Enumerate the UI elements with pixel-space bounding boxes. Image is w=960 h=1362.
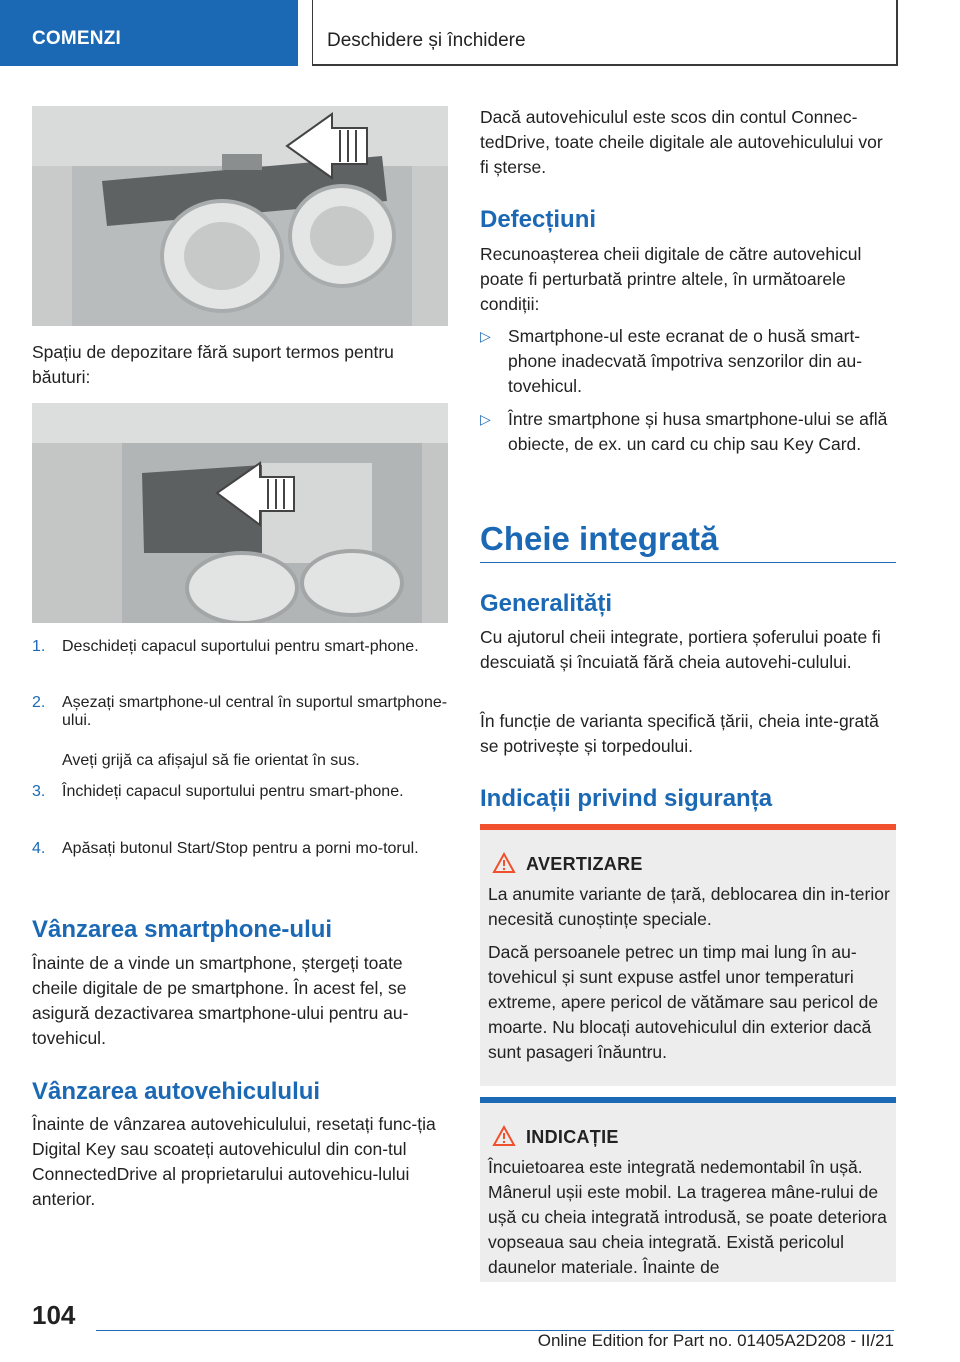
warning-text-2: Dacă persoanele petrec un timp mai lung în au-tovehicul și sunt expuse astfel unor temperaturi extreme, apere pericol de vătămare sau pericol de moarte. Nu blocați autovehiculul din exterior dacă sunt pasageri înăuntru. bbox=[488, 942, 879, 1062]
bullet-triangle-icon: ▷ bbox=[480, 411, 491, 427]
warning-triangle-icon bbox=[492, 1125, 516, 1147]
warning-box bbox=[480, 824, 896, 1086]
bullet-item bbox=[480, 407, 896, 482]
integrated-key-heading: Cheie integrată bbox=[480, 520, 719, 557]
bullet-text: Între smartphone și husa smartphone-ului se află obiecte, de ex. un card cu chip sau Key Card. bbox=[508, 409, 888, 454]
bullet-triangle-icon: ▷ bbox=[480, 328, 491, 344]
step-text: Apăsați butonul Start/Stop pentru a porni mo-torul. bbox=[62, 840, 419, 857]
safety-heading: Indicații privind siguranța bbox=[480, 785, 773, 812]
step-number: 3. bbox=[32, 783, 46, 800]
step-text: Deschideți capacul suportului pentru smart-phone. bbox=[62, 638, 419, 655]
step-text: Închideți capacul suportului pentru smart-phone. bbox=[62, 783, 404, 800]
header-section-tab bbox=[0, 0, 298, 66]
storage-caption: Spațiu de depozitare fără suport termos pentru băuturi: bbox=[32, 342, 394, 387]
warning-triangle-icon bbox=[492, 852, 516, 874]
bullet-item bbox=[480, 324, 896, 399]
warning-text-1: La anumite variante de țară, deblocarea din in-terior necesită cunoștințe speciale. bbox=[488, 884, 890, 929]
defects-heading: Defecțiuni bbox=[480, 206, 597, 233]
sell-car-heading: Vânzarea autovehiculului bbox=[32, 1078, 321, 1105]
general-text-2: În funcție de varianta specifică țării, cheia inte-grată se potrivește și torpedoului. bbox=[480, 711, 879, 756]
intro-text: Dacă autovehiculul este scos din contul Connec-tedDrive, toate cheile digitale ale autovehiculului vor fi șterse. bbox=[480, 107, 883, 177]
page-number: 104 bbox=[32, 1300, 76, 1330]
notice-text: Încuietoarea este integrată nedemontabil în ușă. Mânerul ușii este mobil. La tragerea mâne-rului de ușă cu cheia integrată introdusă, se poate deteriora vopseaua sau cheia integrată. Există pericolul daunelor materiale. Înainte de bbox=[488, 1157, 887, 1277]
general-text-1: Cu ajutorul cheii integrate, portiera șoferului poate fi descuiată și încuiată fără cheia autovehi-culului. bbox=[480, 627, 881, 672]
defects-text: Recunoașterea cheii digitale de către autovehicul poate fi perturbată printre altele, în următoarele condiții: bbox=[480, 244, 862, 314]
storage-photo-without-holder bbox=[32, 403, 448, 623]
step-note-text: Aveți grijă ca afișajul să fie orientat în sus. bbox=[62, 752, 360, 769]
warning-bar bbox=[480, 824, 896, 830]
warning-title: AVERTIZARE bbox=[526, 854, 643, 874]
notice-bar bbox=[480, 1097, 896, 1103]
sell-car-text: Înainte de vânzarea autovehiculului, resetați func-ția Digital Key sau scoateți autovehiculul din con-tul ConnectedDrive al proprietarului autovehicu-lului anterior. bbox=[32, 1114, 436, 1209]
header-chapter-label: Deschidere și închidere bbox=[327, 30, 526, 51]
notice-box bbox=[480, 1097, 896, 1282]
general-heading: Generalități bbox=[480, 590, 613, 617]
step-number: 4. bbox=[32, 840, 46, 857]
step-text: Așezați smartphone-ul central în suportul smartphone-ului. bbox=[62, 694, 448, 729]
sell-phone-text: Înainte de a vinde un smartphone, ștergeți toate cheile digitale de pe smartphone. În acest fel, se asigură dezactivarea smartphone-ului pentru au-tovehicul. bbox=[32, 953, 409, 1048]
footer-edition: Online Edition for Part no. 01405A2D208 - II/21 bbox=[537, 1331, 894, 1350]
header-section-label: COMENZI bbox=[32, 28, 122, 49]
storage-photo-with-holder bbox=[32, 106, 448, 326]
notice-title: INDICAȚIE bbox=[526, 1127, 619, 1147]
heading-divider bbox=[480, 562, 896, 563]
sell-phone-heading: Vânzarea smartphone-ului bbox=[32, 916, 333, 943]
bullet-text: Smartphone-ul este ecranat de o husă smart-phone inadecvată împotriva senzorilor din au-tovehicul. bbox=[508, 326, 863, 396]
header-chapter-tab bbox=[312, 0, 898, 66]
step-number: 2. bbox=[32, 694, 46, 711]
step-number: 1. bbox=[32, 638, 46, 655]
